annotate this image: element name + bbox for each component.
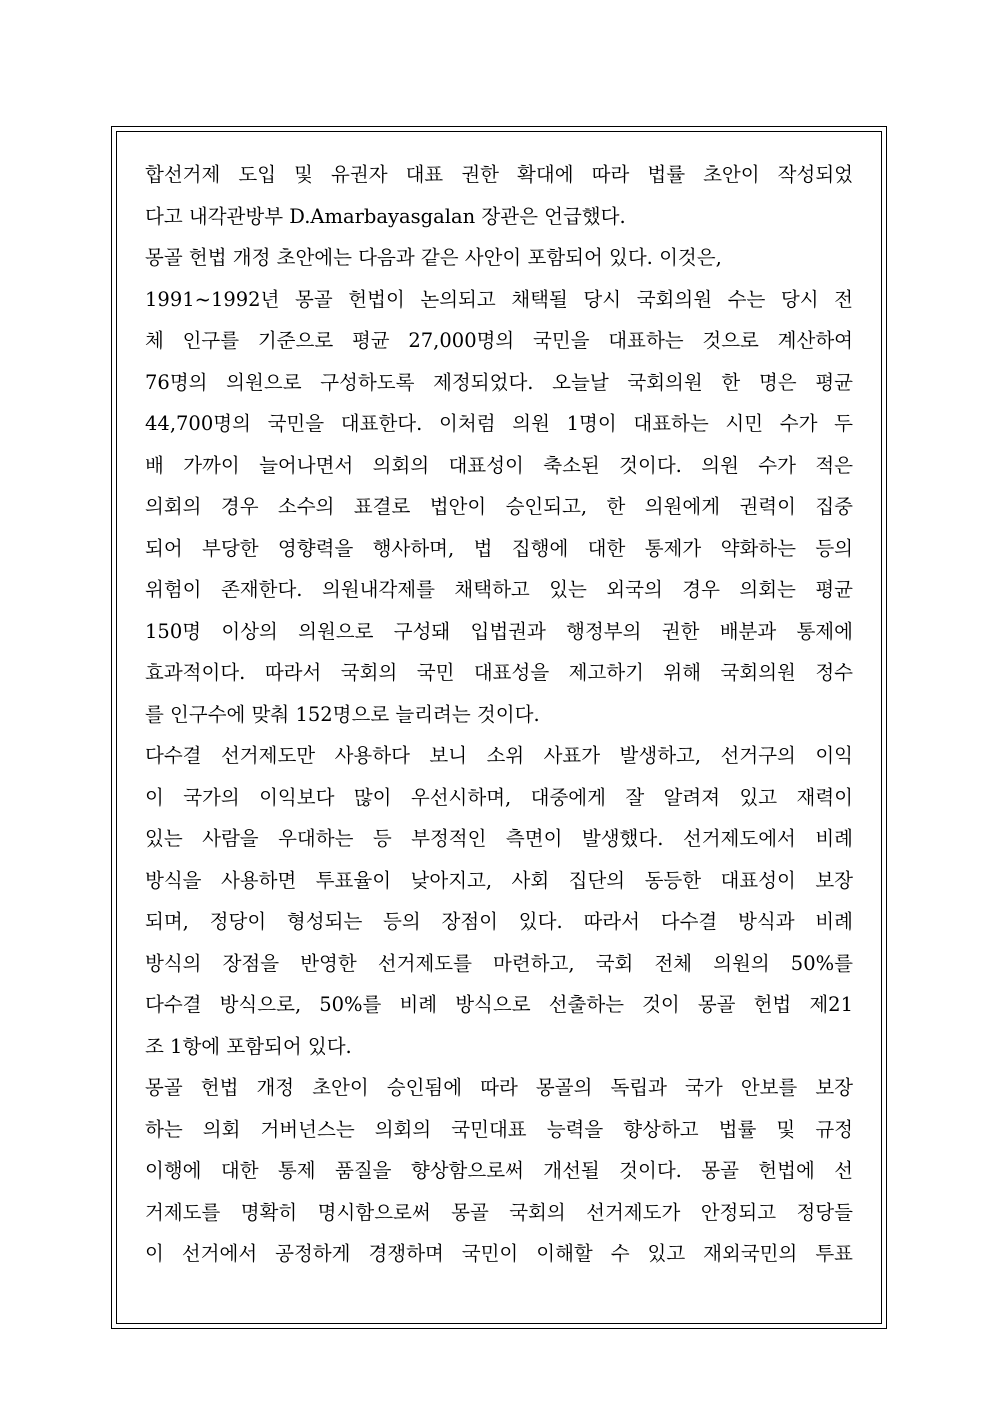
text-line: 몽골 헌법 개정 초안이 승인됨에 따라 몽골의 독립과 국가 안보를 보장 <box>145 1076 853 1099</box>
text-line: 하는 의회 거버넌스는 의회의 국민대표 능력을 향상하고 법률 및 규정 <box>145 1117 853 1141</box>
text-line: 76명의 의원으로 구성하도록 제정되었다. 오늘날 국회의원 한 명은 평균 <box>145 370 853 394</box>
text-line: 44,700명의 국민을 대표한다. 이처럼 의원 1명이 대표하는 시민 수가 두 <box>145 412 853 435</box>
text-line: 합선거제 도입 및 유권자 대표 권한 확대에 따라 법률 초안이 작성되었 <box>145 163 853 186</box>
text-line: 1991~1992년 몽골 헌법이 논의되고 채택될 당시 국회의원 수는 당시 전 <box>145 287 853 311</box>
text-line: 거제도를 명확히 명시함으로써 몽골 국회의 선거제도가 안정되고 정당들 <box>145 1200 853 1224</box>
text-line: 몽골 헌법 개정 초안에는 다음과 같은 사안이 포함되어 있다. 이것은, <box>145 246 722 269</box>
text-line: 다고 내각관방부 D.Amarbayasgalan 장관은 언급했다. <box>145 204 626 228</box>
document-body <box>145 154 853 1275</box>
text-line: 조 1항에 포함되어 있다. <box>145 1034 352 1058</box>
text-line: 이행에 대한 통제 품질을 향상함으로써 개선될 것이다. 몽골 헌법에 선 <box>145 1159 853 1182</box>
text-line: 의회의 경우 소수의 표결로 법안이 승인되고, 한 의원에게 권력이 집중 <box>145 495 853 518</box>
text-line: 체 인구를 기준으로 평균 27,000명의 국민을 대표하는 것으로 계산하여 <box>145 329 853 352</box>
text-line: 있는 사람을 우대하는 등 부정적인 측면이 발생했다. 선거제도에서 비례 <box>145 827 853 850</box>
text-line: 위험이 존재한다. 의원내각제를 채택하고 있는 외국의 경우 의회는 평균 <box>145 578 853 601</box>
text-line: 되어 부당한 영향력을 행사하며, 법 집행에 대한 통제가 약화하는 등의 <box>145 536 853 560</box>
text-line: 이 선거에서 공정하게 경쟁하며 국민이 이해할 수 있고 재외국민의 투표 <box>145 1242 853 1265</box>
text-line: 이 국가의 이익보다 많이 우선시하며, 대중에게 잘 알려져 있고 재력이 <box>145 785 853 809</box>
text-line: 배 가까이 늘어나면서 의회의 대표성이 축소된 것이다. 의원 수가 적은 <box>145 453 853 477</box>
text-line: 되며, 정당이 형성되는 등의 장점이 있다. 따라서 다수결 방식과 비례 <box>145 910 853 933</box>
text-line: 방식의 장점을 반영한 선거제도를 마련하고, 국회 전체 의원의 50%를 <box>145 951 853 975</box>
text-line: 150명 이상의 의원으로 구성돼 입법권과 행정부의 권한 배분과 통제에 <box>145 619 853 643</box>
text-line: 다수결 선거제도만 사용하다 보니 소위 사표가 발생하고, 선거구의 이익 <box>145 744 853 767</box>
text-line: 를 인구수에 맞춰 152명으로 늘리려는 것이다. <box>145 702 540 726</box>
text-line: 방식을 사용하면 투표율이 낮아지고, 사회 집단의 동등한 대표성이 보장 <box>145 868 853 892</box>
text-line: 효과적이다. 따라서 국회의 국민 대표성을 제고하기 위해 국회의원 정수 <box>145 661 853 684</box>
text-line: 다수결 방식으로, 50%를 비례 방식으로 선출하는 것이 몽골 헌법 제21 <box>145 993 853 1016</box>
